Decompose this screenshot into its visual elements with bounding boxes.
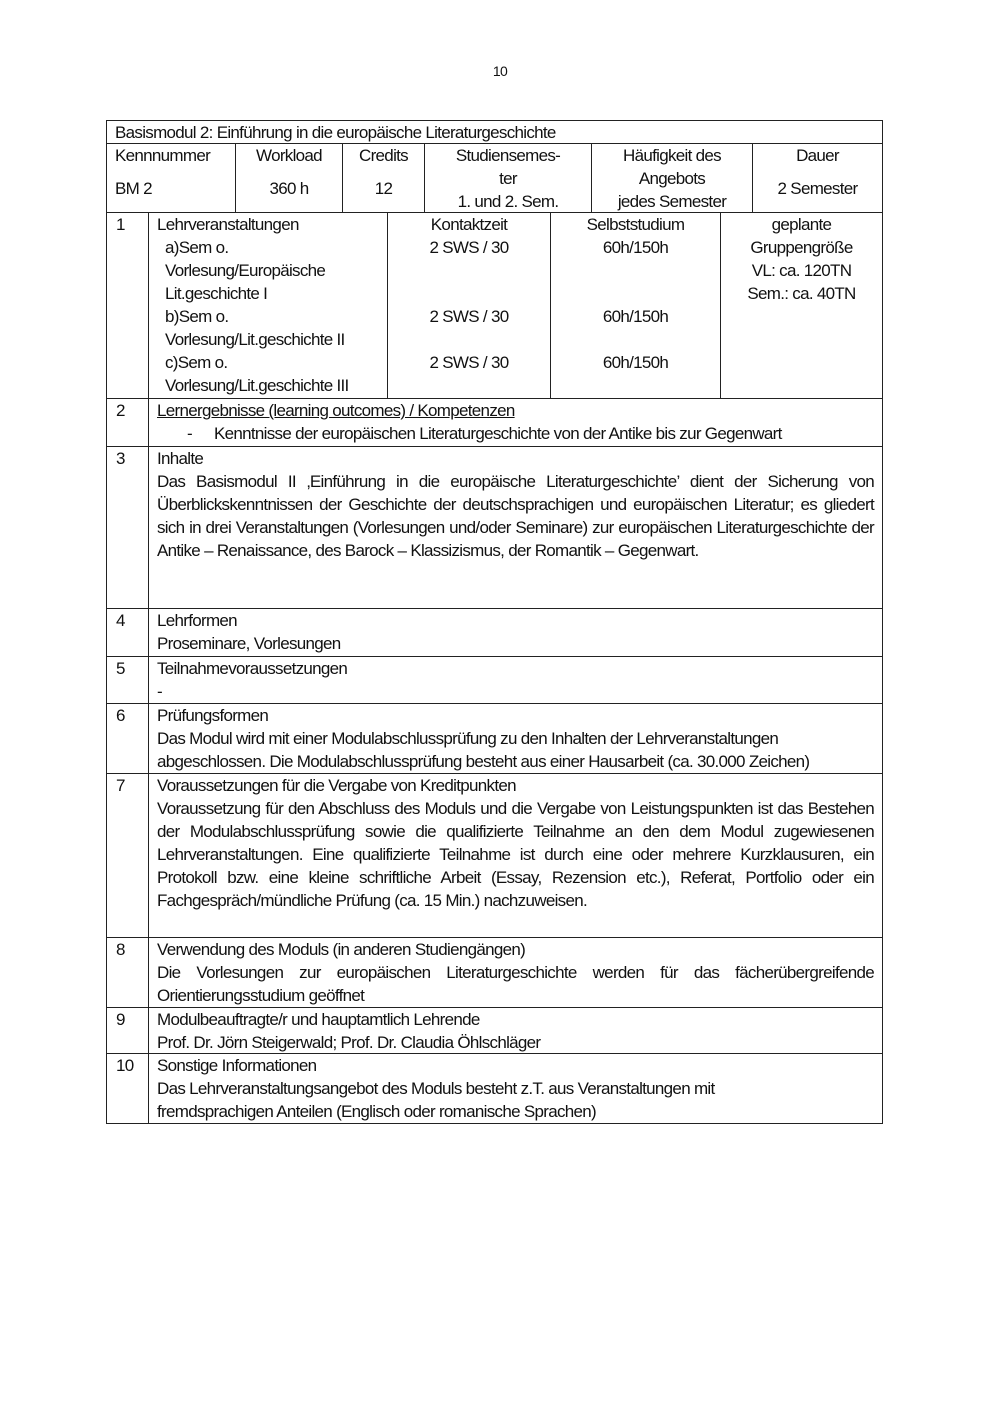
section-title: Prüfungsformen xyxy=(157,706,269,725)
kennnummer-value: BM 2 xyxy=(115,179,152,198)
section-number: 6 xyxy=(107,704,149,773)
section-title: Voraussetzungen für die Vergabe von Kreditpunkten xyxy=(157,776,516,795)
workload-value: 360 h xyxy=(269,179,309,198)
gruppe-line: Sem.: ca. 40TN xyxy=(747,284,856,303)
kennnummer-cell xyxy=(107,144,236,212)
haeufigkeit-label: Häufigkeit des xyxy=(623,146,721,165)
section-row-2 xyxy=(107,399,882,447)
section-number: 3 xyxy=(107,447,149,608)
dauer-cell xyxy=(753,144,882,212)
semester-label-cont: ter xyxy=(499,169,517,188)
section-number: 4 xyxy=(107,609,149,656)
section-row-7 xyxy=(107,774,882,938)
semester-label: Studiensemes- xyxy=(455,146,561,165)
course-line: Vorlesung/Lit.geschichte III xyxy=(165,376,349,395)
gruppe-line: geplante xyxy=(771,215,832,234)
section-text: Prof. Dr. Jörn Steigerwald; Prof. Dr. Claudia Öhlschläger xyxy=(157,1033,541,1052)
page-number: 10 xyxy=(492,63,508,79)
selbst-cell xyxy=(551,213,721,398)
section-content xyxy=(149,1054,882,1123)
section-number: 2 xyxy=(107,399,149,446)
section-text: Kenntnisse der europäischen Literaturgeschichte von der Antike bis zur Gegenwart xyxy=(213,424,782,443)
section-row-5 xyxy=(107,657,882,704)
gruppe-cell xyxy=(721,213,882,398)
haeufigkeit-label-cont: Angebots xyxy=(638,169,706,188)
module-title: Basismodul 2: Einführung in die europäische Literaturgeschichte xyxy=(115,123,556,142)
section-title: Inhalte xyxy=(157,449,204,468)
section-text: Die Vorlesungen zur europäischen Literaturgeschichte werden für das fächerübergreifende Orientierungsstudium geöffnet xyxy=(157,963,874,1005)
semester-cell xyxy=(425,144,592,212)
section-content xyxy=(149,657,882,703)
section-number: 5 xyxy=(107,657,149,703)
section-number: 1 xyxy=(107,213,149,398)
section-title: Lernergebnisse (learning outcomes) / Kompetenzen xyxy=(157,401,515,420)
course-line: Lit.geschichte I xyxy=(165,284,268,303)
section-row-8 xyxy=(107,938,882,1008)
kontakt-value: 2 SWS / 30 xyxy=(429,238,509,257)
section-content xyxy=(149,399,882,446)
section-row-10 xyxy=(107,1054,882,1123)
semester-value: 1. und 2. Sem. xyxy=(457,192,559,211)
section-content xyxy=(149,774,882,937)
section-title: Lehrformen xyxy=(157,611,237,630)
course-line: Vorlesung/Lit.geschichte II xyxy=(165,330,345,349)
credits-value: 12 xyxy=(374,179,393,198)
section-row-3 xyxy=(107,447,882,609)
bullet: - xyxy=(187,424,192,443)
kennnummer-label: Kennnummer xyxy=(115,146,211,165)
selbst-value: 60h/150h xyxy=(602,353,669,372)
section-number: 10 xyxy=(107,1054,149,1123)
kontakt-label: Kontaktzeit xyxy=(430,215,508,234)
course-line: b)Sem o. xyxy=(165,307,229,326)
section-title: Modulbeauftragte/r und hauptamtlich Lehrende xyxy=(157,1010,480,1029)
header-row xyxy=(107,144,882,213)
credits-label: Credits xyxy=(359,146,408,165)
section-title: Sonstige Informationen xyxy=(157,1056,317,1075)
gruppe-line: VL: ca. 120TN xyxy=(751,261,852,280)
section-title: Verwendung des Moduls (in anderen Studiengängen) xyxy=(157,940,526,959)
section-content xyxy=(149,1008,882,1053)
section-text: Das Lehrveranstaltungsangebot des Moduls besteht z.T. aus Veranstaltungen mit fremdsprachigen Anteilen (Englisch oder romanische Sprachen) xyxy=(157,1079,715,1121)
section-row-1 xyxy=(107,213,882,399)
section-number: 7 xyxy=(107,774,149,937)
haeufigkeit-cell xyxy=(592,144,753,212)
section-text: Voraussetzung für den Abschluss des Moduls und die Vergabe von Leistungspunkten ist das Bestehen der Modulabschlussprüfung sowie die qualifizierte Teilnahme an den dem Modul zugewiesenen Lehrveranstaltungen. Eine qualifizierte Teilnahme ist durch eine oder mehrere Kurzklausuren, ein Protokoll bzw. eine kleine schriftliche Arbeit (Essay, Rezension etc.), Referat, Portfolio oder ein Fachgespräch/mündliche Prüfung (ca. 15 Min.) nachzuweisen. xyxy=(157,799,874,910)
course-line: Vorlesung/Europäische xyxy=(165,261,326,280)
courses-cell xyxy=(149,213,388,398)
courses-label: Lehrveranstaltungen xyxy=(157,215,299,234)
section-content xyxy=(149,938,882,1007)
kontakt-value: 2 SWS / 30 xyxy=(429,353,509,372)
section-text: Das Basismodul II ‚Einführung in die europäische Literaturgeschichte’ dient der Sicherung von Überblickskenntnissen der Geschichte der deutschsprachigen und europäischen Literatur; es gliedert sich in drei Veranstaltungen (Vorlesungen und/oder Seminare) zur europäischen Literaturgeschichte der Antike – Renaissance, des Barock – Klassizismus, der Romantik – Gegenwart. xyxy=(157,472,874,560)
section-content xyxy=(149,609,882,656)
kontakt-value: 2 SWS / 30 xyxy=(429,307,509,326)
dauer-label: Dauer xyxy=(796,146,839,165)
selbst-label: Selbststudium xyxy=(586,215,685,234)
gruppe-line: Gruppengröße xyxy=(750,238,853,257)
section-text: Proseminare, Vorlesungen xyxy=(157,634,341,653)
title-row xyxy=(107,121,882,144)
workload-label: Workload xyxy=(256,146,322,165)
section-text: Das Modul wird mit einer Modulabschlussprüfung zu den Inhalten der Lehrveranstaltungen abgeschlossen. Die Modulabschlussprüfung besteht aus einer Hausarbeit (ca. 30.000 Zeichen) xyxy=(157,729,810,771)
module-table xyxy=(106,120,883,1124)
section-row-9 xyxy=(107,1008,882,1054)
haeufigkeit-value: jedes Semester xyxy=(617,192,727,211)
section-title: Teilnahmevoraussetzungen xyxy=(157,659,348,678)
selbst-value: 60h/150h xyxy=(602,238,669,257)
kontakt-cell xyxy=(388,213,551,398)
section-text: - xyxy=(157,682,162,701)
workload-cell xyxy=(236,144,343,212)
course-line: c)Sem o. xyxy=(165,353,228,372)
section-row-4 xyxy=(107,609,882,657)
section-number: 8 xyxy=(107,938,149,1007)
selbst-value: 60h/150h xyxy=(602,307,669,326)
credits-cell xyxy=(343,144,425,212)
course-line: a)Sem o. xyxy=(165,238,229,257)
dauer-value: 2 Semester xyxy=(777,179,858,198)
section-content xyxy=(149,447,882,608)
section-row-6 xyxy=(107,704,882,774)
section-number: 9 xyxy=(107,1008,149,1053)
section-content xyxy=(149,704,882,773)
